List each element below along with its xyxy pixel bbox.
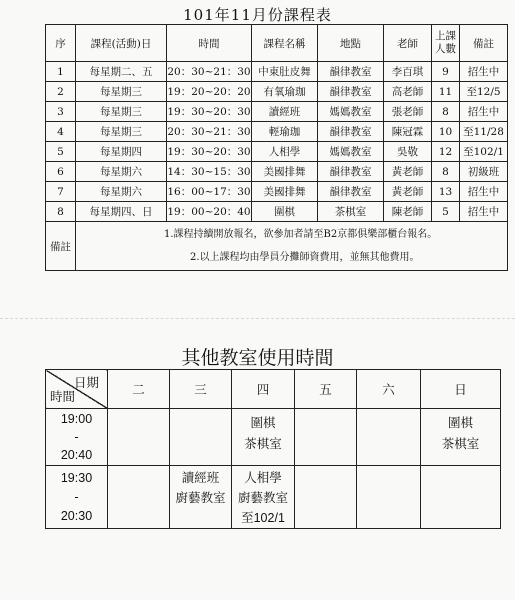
schedule-cell-place: 媽媽教室	[318, 102, 384, 122]
schedule-cell-day: 每星期三	[76, 82, 167, 102]
room-cell	[295, 466, 357, 529]
schedule-cell-place: 韻律教室	[318, 122, 384, 142]
schedule-cell-note: 至12/5	[460, 82, 508, 102]
header-count	[432, 25, 460, 62]
room-cell	[232, 466, 295, 529]
room-cell	[108, 409, 170, 466]
schedule-cell-note: 招生中	[460, 102, 508, 122]
room-cell	[232, 409, 295, 466]
schedule-cell-time: 14：30~15：30	[167, 162, 252, 182]
schedule-cell-day: 每星期四、日	[76, 202, 167, 222]
schedule-cell-course: 美國排舞	[252, 182, 318, 202]
room-cell	[170, 466, 232, 529]
schedule-row	[46, 182, 508, 202]
remarks-content	[76, 222, 508, 271]
time-slot-cell	[46, 466, 108, 529]
day-header: 四	[232, 370, 295, 409]
remark-line: 2.以上課程均由學員分攤師資費用，並無其他費用。	[190, 252, 420, 263]
day-header: 六	[357, 370, 421, 409]
schedule-cell-day: 每星期三	[76, 102, 167, 122]
room-cell	[108, 466, 170, 529]
schedule-cell-note: 至11/28	[460, 122, 508, 142]
schedule-cell-no: 8	[46, 202, 76, 222]
schedule-cell-course: 讀經班	[252, 102, 318, 122]
schedule-row	[46, 162, 508, 182]
remarks-row	[46, 222, 508, 271]
schedule-cell-note: 招生中	[460, 182, 508, 202]
day-header: 日	[421, 370, 501, 409]
schedule-cell-note: 至102/1	[460, 142, 508, 162]
room-cell	[357, 409, 421, 466]
schedule-cell-count: 8	[432, 162, 460, 182]
header-no: 序	[46, 25, 76, 62]
header-count-line2: 人數	[435, 43, 456, 55]
schedule-cell-day: 每星期二、五	[76, 62, 167, 82]
header-teacher: 老師	[384, 25, 432, 62]
rooms-title: 其他教室使用時間	[181, 348, 334, 369]
time-slot-cell	[46, 409, 108, 466]
schedule-cell-place: 韻律教室	[318, 82, 384, 102]
schedule-cell-day: 每星期四	[76, 142, 167, 162]
room-cell	[421, 409, 501, 466]
schedule-cell-teacher: 張老師	[384, 102, 432, 122]
schedule-cell-place: 韻律教室	[318, 62, 384, 82]
schedule-cell-teacher: 黃老師	[384, 182, 432, 202]
schedule-cell-no: 6	[46, 162, 76, 182]
schedule-cell-course: 人相學	[252, 142, 318, 162]
schedule-cell-day: 每星期六	[76, 182, 167, 202]
header-note: 備註	[460, 25, 508, 62]
room-cell-line: 人相學	[244, 471, 282, 485]
paper-fold-line	[0, 318, 515, 319]
schedule-row	[46, 142, 508, 162]
time-slot-time-start: 19:30	[60, 470, 93, 485]
header-course: 課程名稱	[252, 25, 318, 62]
course-schedule-table	[45, 24, 508, 271]
time-slot-row	[46, 409, 501, 466]
schedule-row	[46, 62, 508, 82]
schedule-cell-count: 9	[432, 62, 460, 82]
schedule-cell-count: 5	[432, 202, 460, 222]
corner-date-label: 日期	[73, 376, 99, 390]
schedule-cell-time: 19：30~20：30	[167, 102, 252, 122]
schedule-cell-place: 茶棋室	[318, 202, 384, 222]
room-cell-line: 廚藝教室	[237, 491, 288, 505]
schedule-cell-course: 中東肚皮舞	[252, 62, 318, 82]
schedule-cell-course: 有氧瑜珈	[252, 82, 318, 102]
day-header: 三	[170, 370, 232, 409]
room-cell-line: 圍棋	[250, 416, 276, 430]
schedule-row	[46, 82, 508, 102]
schedule-cell-time: 20：30~21：30	[167, 62, 252, 82]
schedule-cell-no: 1	[46, 62, 76, 82]
room-cell-line: 圍棋	[447, 416, 473, 430]
schedule-cell-teacher: 陳冠霖	[384, 122, 432, 142]
room-usage-table	[45, 369, 501, 529]
schedule-cell-time: 16：00~17：30	[167, 182, 252, 202]
time-slot-time-start: 19:00	[60, 412, 93, 426]
schedule-cell-note: 初級班	[460, 162, 508, 182]
remarks-label: 備註	[46, 222, 76, 271]
schedule-cell-place: 韻律教室	[318, 182, 384, 202]
schedule-cell-teacher: 陳老師	[384, 202, 432, 222]
room-header-row	[46, 370, 501, 409]
header-place: 地點	[318, 25, 384, 62]
schedule-cell-teacher: 李百琪	[384, 62, 432, 82]
header-day: 課程(活動)日	[76, 25, 167, 62]
schedule-cell-time: 19：00~20：40	[167, 202, 252, 222]
room-cell	[170, 409, 232, 466]
schedule-cell-count: 11	[432, 82, 460, 102]
schedule-cell-time: 19：20~20：20	[167, 82, 252, 102]
time-slot-row	[46, 466, 501, 529]
schedule-cell-note: 招生中	[460, 202, 508, 222]
schedule-cell-no: 4	[46, 122, 76, 142]
schedule-cell-course: 圍棋	[252, 202, 318, 222]
schedule-cell-no: 5	[46, 142, 76, 162]
room-cell-line: 茶棋室	[441, 437, 480, 451]
schedule-cell-count: 13	[432, 182, 460, 202]
schedule-cell-teacher: 高老師	[384, 82, 432, 102]
schedule-cell-count: 12	[432, 142, 460, 162]
schedule-cell-teacher: 吳敬	[384, 142, 432, 162]
room-cell-line: 讀經班	[181, 471, 220, 485]
schedule-cell-no: 3	[46, 102, 76, 122]
room-cell	[421, 466, 501, 529]
day-header: 五	[295, 370, 357, 409]
schedule-cell-place: 韻律教室	[318, 162, 384, 182]
time-slot-time-end: 20:40	[60, 448, 93, 462]
schedule-cell-day: 每星期三	[76, 122, 167, 142]
header-time: 時間	[167, 25, 252, 62]
schedule-row	[46, 102, 508, 122]
time-slot-dash: -	[74, 489, 79, 504]
schedule-cell-time: 20：30~21：30	[167, 122, 252, 142]
schedule-cell-course: 輕瑜珈	[252, 122, 318, 142]
time-slot-dash: -	[74, 430, 79, 444]
remark-line: 1.課程持續開放報名，欲參加者請至B2京都俱樂部櫃台報名。	[164, 229, 438, 240]
schedule-cell-count: 10	[432, 122, 460, 142]
schedule-cell-no: 2	[46, 82, 76, 102]
room-cell-line: 至102/1	[241, 511, 285, 525]
time-slot-time-end: 20:30	[60, 508, 93, 523]
room-cell	[357, 466, 421, 529]
schedule-cell-teacher: 黃老師	[384, 162, 432, 182]
header-count-line1: 上課	[435, 30, 456, 42]
room-cell	[295, 409, 357, 466]
schedule-header-row	[46, 25, 508, 62]
room-cell-line: 茶棋室	[244, 437, 282, 451]
day-header: 二	[108, 370, 170, 409]
schedule-cell-day: 每星期六	[76, 162, 167, 182]
schedule-title: 101年11月份課程表	[183, 6, 332, 24]
schedule-cell-place: 媽媽教室	[318, 142, 384, 162]
schedule-cell-count: 8	[432, 102, 460, 122]
room-cell-line: 廚藝教室	[175, 491, 226, 505]
schedule-cell-course: 美國排舞	[252, 162, 318, 182]
schedule-row	[46, 122, 508, 142]
schedule-cell-no: 7	[46, 182, 76, 202]
corner-cell	[46, 370, 108, 409]
schedule-row	[46, 202, 508, 222]
corner-time-label: 時間	[50, 390, 76, 404]
schedule-cell-time: 19：30~20：30	[167, 142, 252, 162]
schedule-cell-note: 招生中	[460, 62, 508, 82]
